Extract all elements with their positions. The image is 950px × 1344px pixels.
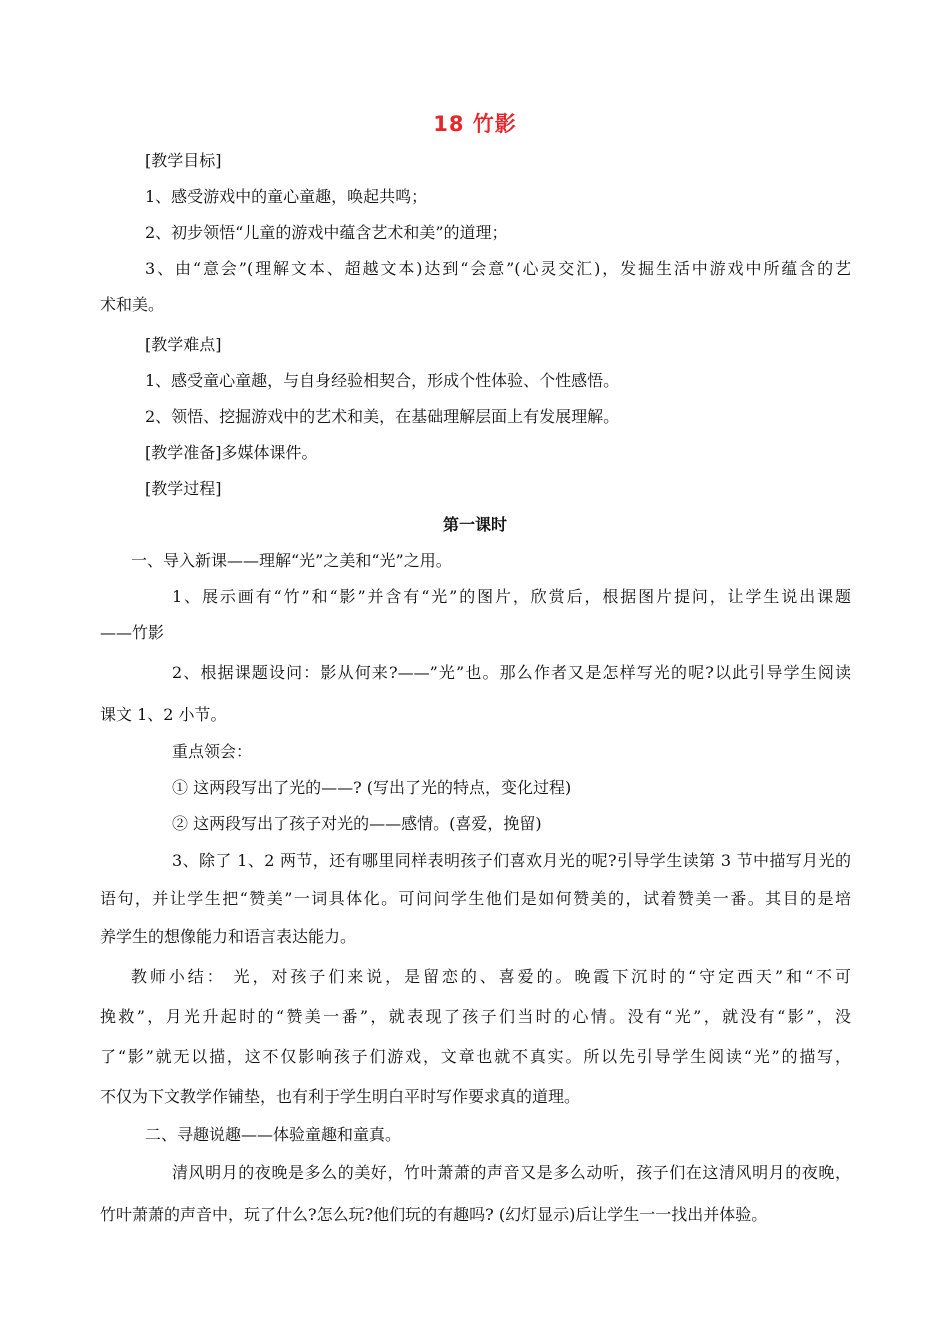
paragraph-line: 语句，并让学生把“赞美”一词具体化。可问问学生他们是如何赞美的，试着赞美一番。其目的是培	[100, 889, 851, 908]
goal-item: 3、由“意会”(理解文本、超越文本)达到“会意”(心灵交汇)，发掘生活中游戏中所蕴含的艺	[145, 259, 851, 278]
paragraph-line: 竹叶萧萧的声音中，玩了什么?怎么玩?他们玩的有趣吗? (幻灯显示)后让学生一一找出并体验。	[100, 1205, 768, 1224]
summary-line: 教师小结： 光，对孩子们来说，是留恋的、喜爱的。晚霞下沉时的“守定西天”和“不可	[131, 967, 851, 986]
lesson-heading: 第一课时	[442, 515, 507, 534]
goal-item-continued: 术和美。	[100, 295, 165, 314]
paragraph-line: 1、展示画有“竹”和“影”并含有“光”的图片，欣赏后，根据图片提问，让学生说出课题	[172, 587, 851, 606]
summary-line: 了“影”就无以描，这不仅影响孩子们游戏，文章也就不真实。所以先引导学生阅读“光”的描写，	[100, 1047, 851, 1066]
paragraph-line: 2、根据课题设问：影从何来?——”光”也。那么作者又是怎样写光的呢?以此引导学生阅读	[172, 663, 851, 682]
preparation-line: [教学准备]多媒体课件。	[145, 443, 318, 462]
difficulty-item: 1、感受童心童趣，与自身经验相契合，形成个性体验、个性感悟。	[145, 371, 620, 390]
page-title: 18 竹影	[433, 112, 517, 136]
part-heading: 一、导入新课——理解“光”之美和“光”之用。	[131, 551, 452, 570]
section-heading-goals: [教学目标]	[145, 151, 222, 170]
summary-line: 挽救”，月光升起时的“赞美一番”，就表现了孩子们当时的心情。没有“光”，就没有“影”，没	[100, 1007, 851, 1026]
question-item: ② 这两段写出了孩子对光的——感情。(喜爱，挽留)	[172, 814, 542, 833]
question-item: ① 这两段写出了光的——? (写出了光的特点，变化过程)	[172, 778, 572, 797]
difficulty-item: 2、领悟、挖掘游戏中的艺术和美，在基础理解层面上有发展理解。	[145, 407, 620, 426]
paragraph-line: ——竹影	[100, 623, 165, 642]
summary-line: 不仅为下文教学作铺垫，也有利于学生明白平时写作要求真的道理。	[100, 1087, 581, 1106]
section-heading-process: [教学过程]	[145, 479, 222, 498]
section-heading-difficulty: [教学难点]	[145, 335, 222, 354]
part-heading: 二、寻趣说趣——体验童趣和童真。	[145, 1125, 402, 1144]
goal-item: 2、初步领悟“儿童的游戏中蕴含艺术和美”的道理；	[145, 223, 508, 242]
paragraph-line: 清风明月的夜晚是多么的美好，竹叶萧萧的声音又是多么动听，孩子们在这清风明月的夜晚，	[172, 1163, 851, 1182]
focus-label: 重点领会：	[172, 742, 253, 761]
paragraph-line: 养学生的想像能力和语言表达能力。	[100, 927, 357, 946]
goal-item: 1、感受游戏中的童心童趣，唤起共鸣；	[145, 187, 428, 206]
paragraph-line: 课文 1、2 小节。	[100, 705, 227, 724]
paragraph-line: 3、除了 1、2 两节，还有哪里同样表明孩子们喜欢月光的呢?引导学生读第 3 节中描写月光的	[172, 851, 851, 870]
